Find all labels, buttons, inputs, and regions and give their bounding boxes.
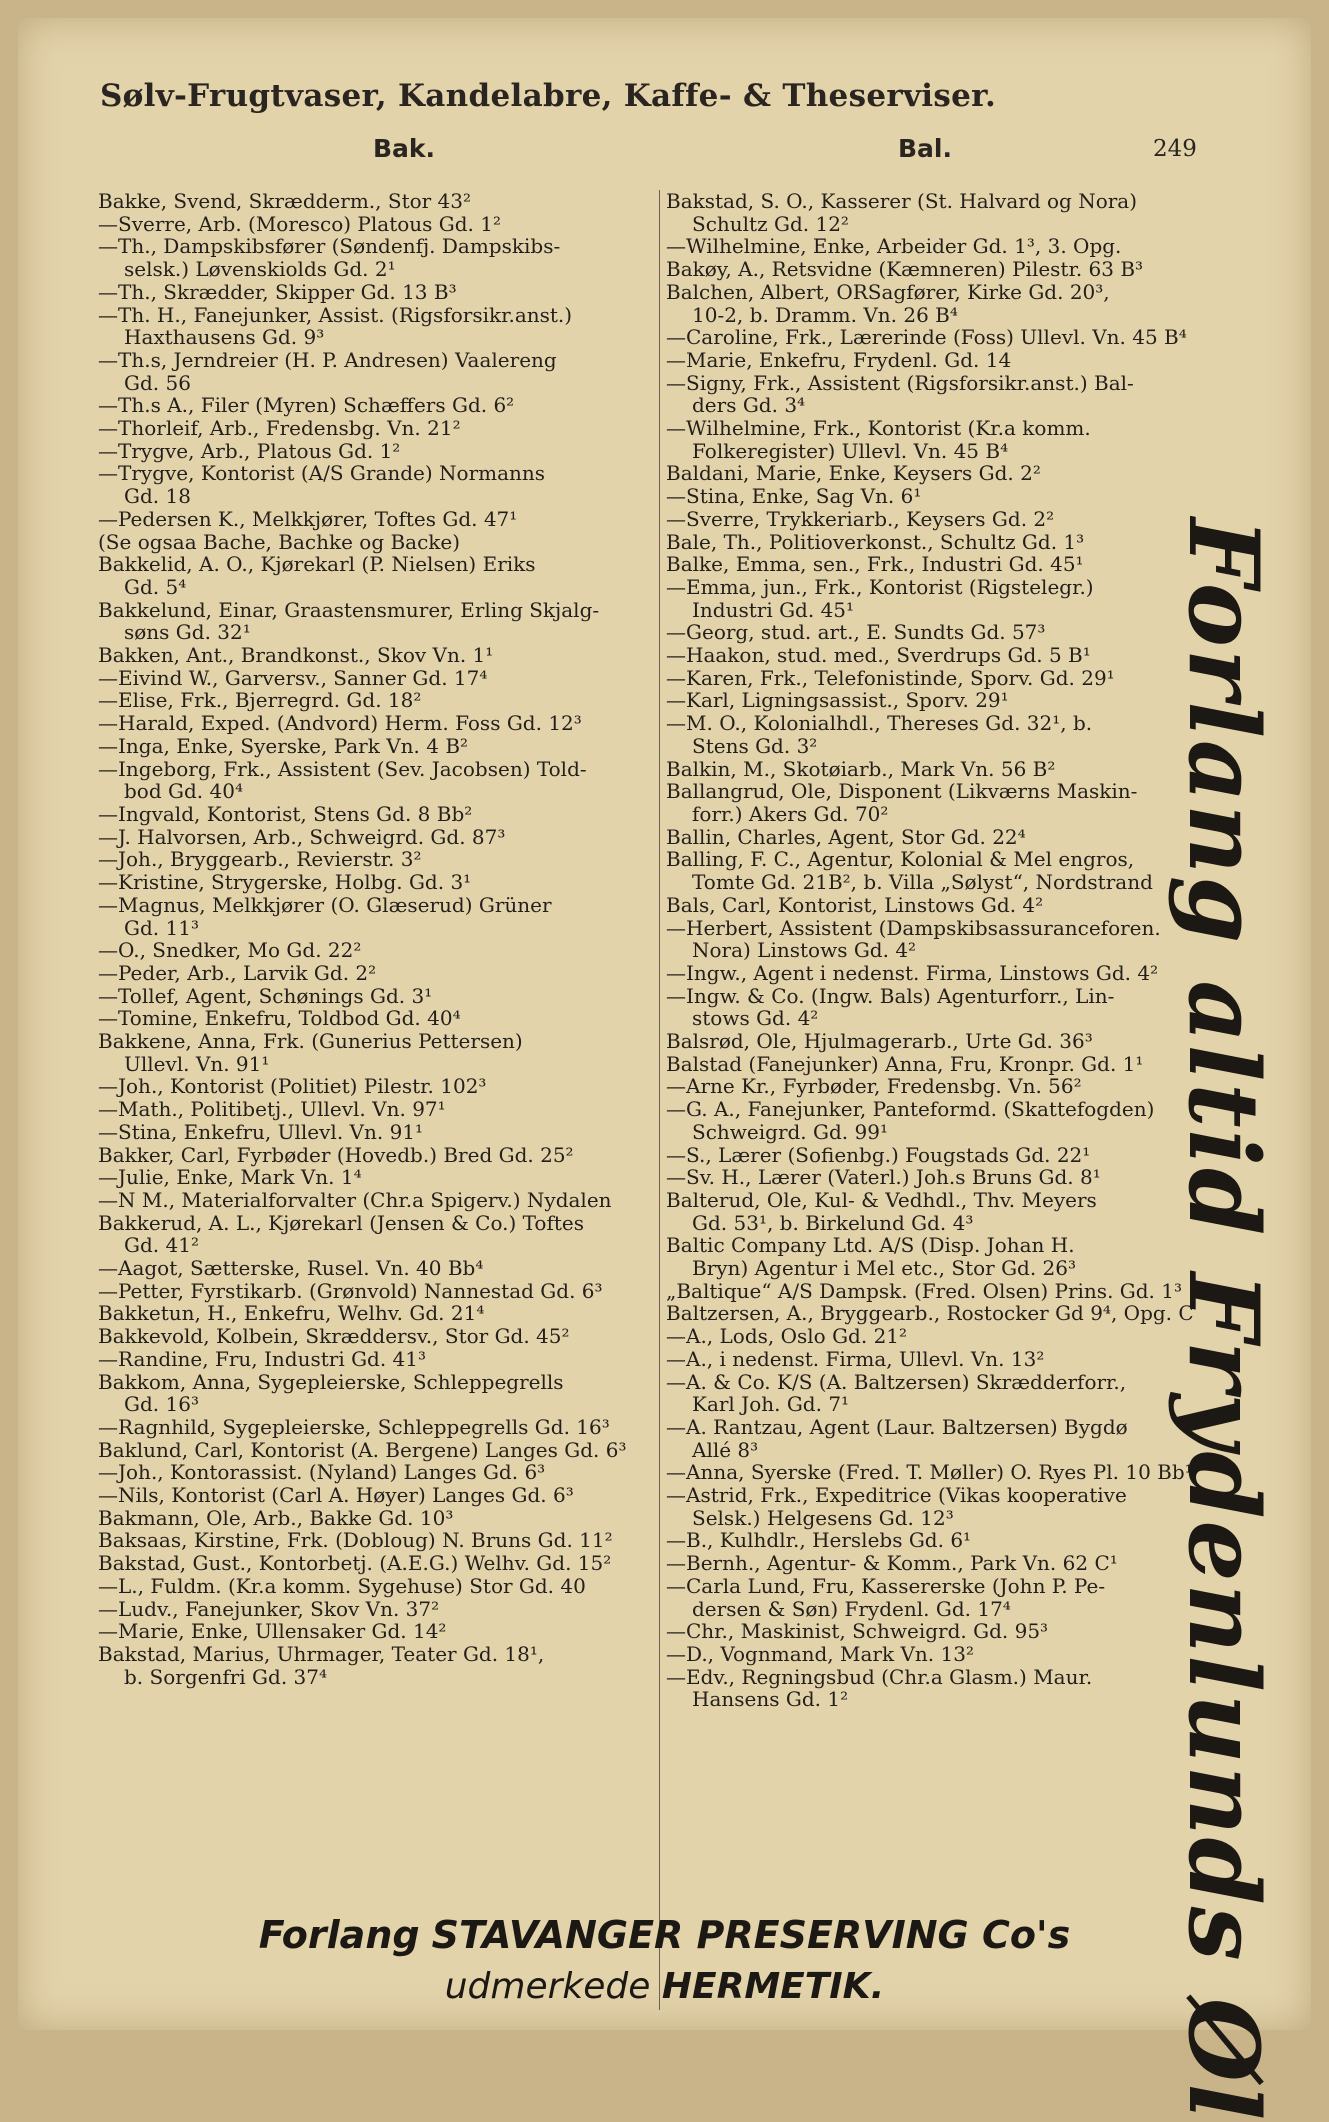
entry-line: —Sverre, Arb. (Moresco) Platous Gd. 1²: [98, 211, 502, 236]
entry-line: —Stina, Enkefru, Ullevl. Vn. 91¹: [98, 1119, 424, 1144]
directory-entry: [666, 962, 1226, 985]
entry-line: Bals, Carl, Kontorist, Linstows Gd. 4²: [666, 892, 1044, 917]
entry-line: —A. Rantzau, Agent (Laur. Baltzersen) Bygdø: [666, 1414, 1128, 1439]
directory-entry: [98, 235, 654, 280]
directory-entry: [666, 1280, 1226, 1303]
entry-continuation: Gd. 16³: [124, 1392, 199, 1417]
entry-line: —Eivind W., Garversv., Sanner Gd. 17⁴: [98, 665, 488, 690]
entry-line: —Inga, Enke, Syerske, Park Vn. 4 B²: [98, 733, 469, 758]
entry-continuation: Industri Gd. 45¹: [692, 597, 855, 622]
entry-line: —Marie, Enke, Ullensaker Gd. 14²: [98, 1619, 447, 1644]
directory-entry: [98, 894, 654, 939]
directory-entry: [98, 190, 654, 213]
page-number: 249: [1153, 136, 1197, 162]
entry-line: —Th., Skrædder, Skipper Gd. 13 B³: [98, 279, 457, 304]
directory-entry: [666, 417, 1226, 462]
directory-entry: [98, 1075, 654, 1098]
side-advertisement: Forlang altid Frydenlunds Øl: [1167, 518, 1280, 2122]
entry-line: Balchen, Albert, ORSagfører, Kirke Gd. 20³,: [666, 279, 1110, 304]
entry-line: —Bernh., Agentur- & Komm., Park Vn. 62 C¹: [666, 1551, 1118, 1576]
directory-entry: [666, 190, 1226, 235]
entry-line: Balterud, Ole, Kul- & Vedhdl., Thv. Meyers: [666, 1187, 1097, 1212]
entry-continuation: Ullevl. Vn. 91¹: [124, 1051, 270, 1076]
directory-entry: [98, 735, 654, 758]
directory-entry: [98, 1121, 654, 1144]
entry-line: —M. O., Kolonialhdl., Thereses Gd. 32¹, b.: [666, 711, 1093, 736]
bottom-ad-line-1: [18, 1913, 1311, 1957]
directory-entry: [666, 894, 1226, 917]
entry-line: —Ingw., Agent i nedenst. Firma, Linstows Gd. 4²: [666, 960, 1159, 985]
entry-continuation: Gd. 18: [124, 484, 191, 509]
directory-entry: [98, 803, 654, 826]
header-slogan: Sølv-Frugtvaser, Kandelabre, Kaffe- & Theserviser.: [99, 78, 997, 114]
directory-entry: [98, 1371, 654, 1416]
entry-line: —Astrid, Frk., Expeditrice (Vikas kooperative: [666, 1483, 1127, 1508]
directory-entry: [98, 1552, 654, 1575]
right-column: [659, 190, 1226, 2010]
entry-line: Balkin, M., Skotøiarb., Mark Vn. 56 B²: [666, 756, 1056, 781]
directory-entry: [98, 440, 654, 463]
right-guide-word: Bal.: [898, 134, 952, 163]
entry-line: —Emma, jun., Frk., Kontorist (Rigstelegr.): [666, 574, 1094, 599]
directory-entry: [666, 1144, 1226, 1167]
entry-line: Bale, Th., Politioverkonst., Schultz Gd. 1³: [666, 529, 1085, 554]
entry-line: —Wilhelmine, Frk., Kontorist (Kr.a komm.: [666, 416, 1091, 441]
entry-line: „Baltique“ A/S Dampsk. (Fred. Olsen) Prins. Gd. 1³: [666, 1278, 1183, 1303]
directory-entry: [666, 689, 1226, 712]
directory-entry: [666, 1302, 1226, 1325]
directory-entry: [98, 1575, 654, 1598]
entry-line: —Karl, Ligningsassist., Sporv. 29¹: [666, 688, 1009, 713]
entry-continuation: Schweigrd. Gd. 99¹: [692, 1119, 888, 1144]
directory-entry: [666, 644, 1226, 667]
entry-line: —Th.s, Jerndreier (H. P. Andresen) Vaalereng: [98, 347, 557, 372]
directory-entry: [98, 508, 654, 531]
directory-entry: [666, 349, 1226, 372]
entry-line: Bakkom, Anna, Sygepleierske, Schleppegrells: [98, 1369, 564, 1394]
directory-entry: [98, 871, 654, 894]
entry-continuation: Haxthausens Gd. 9³: [124, 325, 325, 350]
entry-line: Baltic Company Ltd. A/S (Disp. Johan H.: [666, 1233, 1075, 1258]
entry-line: —Harald, Exped. (Andvord) Herm. Foss Gd. 12³: [98, 711, 582, 736]
entry-line: —Tomine, Enkefru, Toldbod Gd. 40⁴: [98, 1006, 461, 1031]
directory-entry: [666, 621, 1226, 644]
entry-line: Bakkerud, A. L., Kjørekarl (Jensen & Co.) Toftes: [98, 1210, 585, 1235]
entry-line: —Th., Dampskibsfører (Søndenfj. Dampskibs-: [98, 234, 561, 259]
entry-continuation: Gd. 11³: [124, 915, 199, 940]
entry-line: Bakker, Carl, Fyrbøder (Hovedb.) Bred Gd. 25²: [98, 1142, 574, 1167]
entry-continuation: 10-2, b. Dramm. Vn. 26 B⁴: [692, 302, 958, 327]
directory-entry: [98, 1484, 654, 1507]
directory-entry: [98, 1189, 654, 1212]
bottom-ad-lead-2: udmerkede: [444, 1966, 651, 2007]
directory-entry: [666, 1030, 1226, 1053]
entry-line: —Nils, Kontorist (Carl A. Høyer) Langes Gd. 6³: [98, 1483, 574, 1508]
directory-entry: [666, 1348, 1226, 1371]
entry-continuation: forr.) Akers Gd. 70²: [692, 801, 889, 826]
directory-entry: [98, 1348, 654, 1371]
directory-entry: [666, 1529, 1226, 1552]
entry-continuation: b. Sorgenfri Gd. 37⁴: [124, 1664, 328, 1689]
directory-entry: [666, 780, 1226, 825]
entry-line: Baklund, Carl, Kontorist (A. Bergene) Langes Gd. 6³: [98, 1437, 627, 1462]
bottom-ad-product: HERMETIK.: [661, 1966, 885, 2007]
entry-line: —Signy, Frk., Assistent (Rigsforsikr.anst.) Bal-: [666, 370, 1134, 395]
directory-entry: [666, 508, 1226, 531]
entry-continuation: Folkeregister) Ullevl. Vn. 45 B⁴: [692, 438, 1009, 463]
entry-line: —Haakon, stud. med., Sverdrups Gd. 5 B¹: [666, 643, 1091, 668]
entry-line: —A., i nedenst. Firma, Ullevl. Vn. 13²: [666, 1346, 1045, 1371]
entry-line: Ballangrud, Ole, Disponent (Likværns Maskin-: [666, 779, 1138, 804]
directory-entry: [666, 1098, 1226, 1143]
entry-line: —Th. H., Fanejunker, Assist. (Rigsforsikr.anst.): [98, 302, 573, 327]
entry-line: Bakkevold, Kolbein, Skræddersv., Stor Gd. 45²: [98, 1324, 570, 1349]
entry-line: —Wilhelmine, Enke, Arbeider Gd. 1³, 3. Opg.: [666, 234, 1122, 259]
entry-line: —Herbert, Assistent (Dampskibsassuranceforen.: [666, 915, 1161, 940]
directory-entry: [98, 349, 654, 394]
entry-line: —Arne Kr., Fyrbøder, Fredensbg. Vn. 56²: [666, 1074, 1082, 1099]
entry-continuation: søns Gd. 32¹: [124, 620, 251, 645]
directory-entry: [98, 213, 654, 236]
entry-line: —A., Lods, Oslo Gd. 21²: [666, 1324, 908, 1349]
entry-line: Bakøy, A., Retsvidne (Kæmneren) Pilestr. 63 B³: [666, 257, 1144, 282]
directory-entry: [98, 1007, 654, 1030]
entry-continuation: Bryn) Agentur i Mel etc., Stor Gd. 26³: [692, 1256, 1077, 1281]
directory-entry: [98, 689, 654, 712]
entry-line: Baltzersen, A., Bryggearb., Rostocker Gd 9⁴, Opg. C: [666, 1301, 1194, 1326]
entry-line: Bakkelid, A. O., Kjørekarl (P. Nielsen) Eriks: [98, 552, 536, 577]
directory-entry: [666, 1189, 1226, 1234]
entry-continuation: stows Gd. 4²: [692, 1006, 819, 1031]
directory-entry: [666, 576, 1226, 621]
entry-continuation: Stens Gd. 3²: [692, 733, 818, 758]
directory-entry: [98, 553, 654, 598]
entry-continuation: bod Gd. 40⁴: [124, 779, 243, 804]
directory-entry: [666, 1461, 1226, 1484]
entry-line: —Trygve, Arb., Platous Gd. 1²: [98, 438, 401, 463]
directory-entry: [98, 1416, 654, 1439]
entry-line: —Karen, Frk., Telefonistinde, Sporv. Gd. 29¹: [666, 665, 1115, 690]
entry-continuation: ders Gd. 3⁴: [692, 393, 806, 418]
entry-line: —A. & Co. K/S (A. Baltzersen) Skrædderforr.,: [666, 1369, 1127, 1394]
directory-entry: [98, 1461, 654, 1484]
directory-entry: [666, 1325, 1226, 1348]
entry-continuation: Tomte Gd. 21B², b. Villa „Sølyst“, Nordstrand: [692, 870, 1153, 895]
entry-continuation: Schultz Gd. 12²: [692, 211, 849, 236]
entry-line: —Sv. H., Lærer (Vaterl.) Joh.s Bruns Gd. 8¹: [666, 1165, 1101, 1190]
entry-line: —Peder, Arb., Larvik Gd. 2²: [98, 960, 377, 985]
entry-continuation: Karl Joh. Gd. 7¹: [692, 1392, 850, 1417]
entry-line: —D., Vognmand, Mark Vn. 13²: [666, 1642, 974, 1666]
entry-line: Bakken, Ant., Brandkonst., Skov Vn. 1¹: [98, 643, 494, 668]
directory-entry: [98, 531, 654, 554]
entry-continuation: Gd. 53¹, b. Birkelund Gd. 4³: [692, 1210, 974, 1235]
directory-entry: [666, 985, 1226, 1030]
entry-line: —Joh., Bryggearb., Revierstr. 3²: [98, 847, 422, 872]
entry-line: —Chr., Maskinist, Schweigrd. Gd. 95³: [666, 1619, 1049, 1644]
directory-entry: [666, 1416, 1226, 1461]
directory-entry: [98, 1144, 654, 1167]
directory-entry: [666, 1075, 1226, 1098]
entry-line: —Stina, Enke, Sag Vn. 6¹: [666, 484, 922, 509]
entry-line: —Sverre, Trykkeriarb., Keysers Gd. 2²: [666, 506, 1055, 531]
directory-entry: [98, 1529, 654, 1552]
directory-entry: [666, 1166, 1226, 1189]
entry-continuation: Nora) Linstows Gd. 4²: [692, 938, 917, 963]
entry-continuation: Gd. 41²: [124, 1233, 199, 1258]
directory-entry: [98, 712, 654, 735]
entry-line: —Math., Politibetj., Ullevl. Vn. 97¹: [98, 1097, 446, 1122]
entry-line: —Ludv., Fanejunker, Skov Vn. 37²: [98, 1596, 440, 1621]
bottom-ad-brand: STAVANGER PRESERVING Co's: [431, 1913, 1071, 1957]
directory-entry: [98, 462, 654, 507]
entry-line: Bakmann, Ole, Arb., Bakke Gd. 10³: [98, 1505, 454, 1530]
directory-entry: [98, 1257, 654, 1280]
directory-entry: [666, 712, 1226, 757]
entry-line: —Thorleif, Arb., Fredensbg. Vn. 21²: [98, 416, 461, 441]
directory-entry: [98, 599, 654, 644]
entry-line: Bakstad, S. O., Kasserer (St. Halvard og Nora): [666, 189, 1138, 213]
entry-line: —Kristine, Strygerske, Holbg. Gd. 3¹: [98, 870, 472, 895]
entry-line: —B., Kulhdlr., Herslebs Gd. 6¹: [666, 1528, 972, 1553]
entry-line: —Trygve, Kontorist (A/S Grande) Normanns: [98, 461, 546, 486]
entry-line: —Randine, Fru, Industri Gd. 41³: [98, 1346, 427, 1371]
directory-entry: [666, 485, 1226, 508]
entry-line: Bakkene, Anna, Frk. (Gunerius Pettersen): [98, 1029, 523, 1054]
directory-entry: [98, 848, 654, 871]
directory-entry: [98, 394, 654, 417]
entry-line: Bakstad, Gust., Kontorbetj. (A.E.G.) Welhv. Gd. 15²: [98, 1551, 612, 1576]
entry-line: Balstad (Fanejunker) Anna, Fru, Kronpr. Gd. 1¹: [666, 1051, 1144, 1076]
entry-line: Bakkelund, Einar, Graastensmurer, Erling Skjalg-: [98, 597, 600, 622]
directory-entry: [666, 1643, 1226, 1666]
entry-line: —Julie, Enke, Mark Vn. 1⁴: [98, 1165, 362, 1190]
entry-line: —Joh., Kontorist (Politiet) Pilestr. 102³: [98, 1074, 487, 1099]
directory-entry: [98, 667, 654, 690]
entry-line: —Anna, Syerske (Fred. T. Møller) O. Ryes Pl. 10 Bb¹: [666, 1460, 1193, 1485]
directory-page: [18, 18, 1311, 2122]
directory-entry: [666, 848, 1226, 893]
entry-line: Baksaas, Kirstine, Frk. (Dobloug) N. Bruns Gd. 11²: [98, 1528, 613, 1553]
directory-entry: [98, 939, 654, 962]
entry-line: —N M., Materialforvalter (Chr.a Spigerv.) Nydalen: [98, 1187, 612, 1212]
entry-line: —Joh., Kontorassist. (Nyland) Langes Gd. 6³: [98, 1460, 546, 1485]
directory-entry: [98, 758, 654, 803]
directory-entry: [98, 1302, 654, 1325]
entry-line: —Aagot, Sætterske, Rusel. Vn. 40 Bb⁴: [98, 1256, 484, 1281]
directory-entry: [666, 1053, 1226, 1076]
entry-line: —L., Fuldm. (Kr.a komm. Sygehuse) Stor Gd. 40: [98, 1573, 586, 1598]
directory-entry: [98, 826, 654, 849]
entry-line: —Elise, Frk., Bjerregrd. Gd. 18²: [98, 688, 422, 713]
directory-entry: [666, 1234, 1226, 1279]
directory-entry: [666, 531, 1226, 554]
entry-line: Bakke, Svend, Skrædderm., Stor 43²: [98, 189, 472, 213]
entry-line: —Marie, Enkefru, Frydenl. Gd. 14: [666, 347, 1012, 372]
directory-entry: [666, 917, 1226, 962]
directory-entry: [98, 1280, 654, 1303]
entry-line: —Petter, Fyrstikarb. (Grønvold) Nannestad Gd. 6³: [98, 1278, 603, 1303]
entry-line: Bakketun, H., Enkefru, Welhv. Gd. 21⁴: [98, 1301, 485, 1326]
entry-line: (Se ogsaa Bache, Bachke og Backe): [98, 529, 461, 554]
directory-entry: [98, 281, 654, 304]
entry-continuation: Allé 8³: [692, 1437, 759, 1462]
entry-line: Baldani, Marie, Enke, Keysers Gd. 2²: [666, 461, 1041, 486]
bottom-ad-lead: Forlang: [258, 1913, 420, 1957]
directory-entry: [666, 1620, 1226, 1643]
directory-entry: [98, 1643, 654, 1688]
directory-entry: [98, 1620, 654, 1643]
directory-entry: [98, 1030, 654, 1075]
entry-continuation: Gd. 5⁴: [124, 574, 187, 599]
directory-entry: [666, 1484, 1226, 1529]
directory-entry: [666, 1371, 1226, 1416]
directory-entry: [666, 758, 1226, 781]
entry-line: —G. A., Fanejunker, Panteformd. (Skattefogden): [666, 1097, 1155, 1122]
entry-line: —Ingeborg, Frk., Assistent (Sev. Jacobsen) Told-: [98, 756, 587, 781]
left-guide-word: Bak.: [373, 134, 436, 163]
entry-line: —Georg, stud. art., E. Sundts Gd. 57³: [666, 620, 1046, 645]
directory-entry: [98, 1439, 654, 1462]
directory-entry: [98, 304, 654, 349]
directory-entry: [666, 462, 1226, 485]
entry-line: Balling, F. C., Agentur, Kolonial & Mel engros,: [666, 847, 1135, 872]
entry-line: —J. Halvorsen, Arb., Schweigrd. Gd. 87³: [98, 824, 506, 849]
directory-entry: [98, 1166, 654, 1189]
left-column: [98, 190, 654, 1688]
entry-continuation: Hansens Gd. 1²: [692, 1687, 849, 1712]
directory-entry: [666, 235, 1226, 258]
entry-line: Bakstad, Marius, Uhrmager, Teater Gd. 18¹,: [98, 1642, 545, 1666]
entry-line: —O., Snedker, Mo Gd. 22²: [98, 938, 362, 963]
directory-entry: [98, 417, 654, 440]
entry-line: —Ragnhild, Sygepleierske, Schleppegrells Gd. 16³: [98, 1414, 610, 1439]
directory-entry: [98, 1598, 654, 1621]
entry-line: —Pedersen K., Melkkjører, Toftes Gd. 47¹: [98, 506, 518, 531]
directory-entry: [666, 1666, 1226, 1711]
directory-entry: [98, 1325, 654, 1348]
entry-line: —Th.s A., Filer (Myren) Schæffers Gd. 6²: [98, 393, 515, 418]
directory-entry: [98, 1507, 654, 1530]
directory-entry: [666, 281, 1226, 326]
entry-line: —S., Lærer (Sofienbg.) Fougstads Gd. 22¹: [666, 1142, 1091, 1167]
directory-entry: [98, 644, 654, 667]
directory-entry: [98, 962, 654, 985]
directory-entry: [98, 1212, 654, 1257]
entry-line: —Caroline, Frk., Lærerinde (Foss) Ullevl. Vn. 45 B⁴: [666, 325, 1187, 350]
directory-entry: [666, 1575, 1226, 1620]
directory-entry: [666, 326, 1226, 349]
directory-entry: [666, 1552, 1226, 1575]
directory-entry: [666, 372, 1226, 417]
entry-line: —Ingvald, Kontorist, Stens Gd. 8 Bb²: [98, 801, 473, 826]
directory-entry: [666, 553, 1226, 576]
entry-continuation: selsk.) Løvenskiolds Gd. 2¹: [124, 257, 396, 282]
entry-line: —Carla Lund, Fru, Kassererske (John P. Pe-: [666, 1573, 1106, 1598]
directory-entry: [98, 985, 654, 1008]
bottom-ad-line-2: [18, 1966, 1311, 2007]
entry-line: Ballin, Charles, Agent, Stor Gd. 22⁴: [666, 824, 1026, 849]
entry-line: —Ingw. & Co. (Ingw. Bals) Agenturforr., Lin-: [666, 983, 1115, 1008]
entry-continuation: Selsk.) Helgesens Gd. 12³: [692, 1505, 954, 1530]
entry-continuation: dersen & Søn) Frydenl. Gd. 17⁴: [692, 1596, 1011, 1621]
directory-entry: [98, 1098, 654, 1121]
directory-entry: [666, 826, 1226, 849]
directory-entry: [666, 667, 1226, 690]
entry-line: Balke, Emma, sen., Frk., Industri Gd. 45¹: [666, 552, 1084, 577]
entry-line: —Tollef, Agent, Schønings Gd. 3¹: [98, 983, 433, 1008]
entry-line: Balsrød, Ole, Hjulmagerarb., Urte Gd. 36³: [666, 1029, 1093, 1054]
entry-continuation: Gd. 56: [124, 370, 191, 395]
directory-entry: [666, 258, 1226, 281]
entry-line: —Magnus, Melkkjører (O. Glæserud) Grüner: [98, 892, 552, 917]
entry-line: —Edv., Regningsbud (Chr.a Glasm.) Maur.: [666, 1664, 1093, 1689]
